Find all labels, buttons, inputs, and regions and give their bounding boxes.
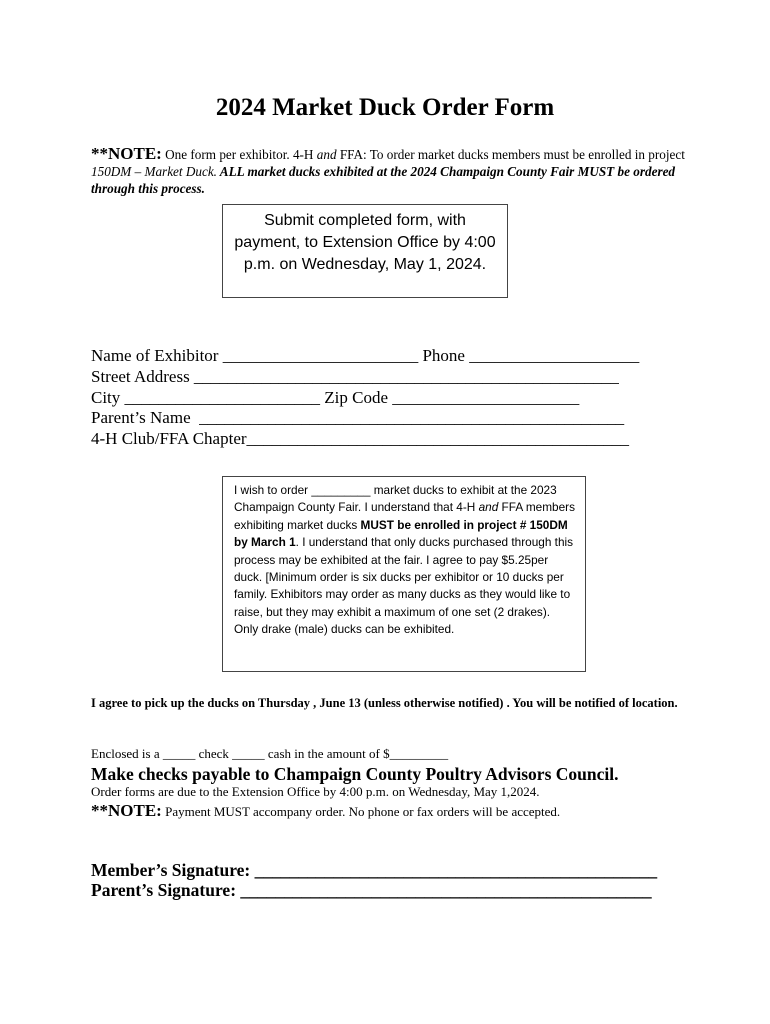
note-text: One form per exhibitor. 4-H xyxy=(161,147,317,162)
submit-instructions-box xyxy=(222,204,508,298)
note-enrollment xyxy=(91,145,691,197)
note2-label: **NOTE: xyxy=(91,801,162,820)
note-project: 150DM – Market Duck. xyxy=(91,164,217,179)
order-enrollment-requirement: MUST be enrolled in project # 150DM by March 1 xyxy=(234,517,568,550)
order-text-a: I wish to order _________ market ducks to exhibit at the 2023 Champaign County Fair. I understand that 4-H xyxy=(234,483,557,515)
signature-section xyxy=(91,860,731,900)
parent-name-field[interactable]: Parent’s Name __________________________________________________ xyxy=(91,408,625,428)
note2-text: Payment MUST accompany order. No phone or fax orders will be accepted. xyxy=(161,804,561,819)
order-text-b: FFA members exhibiting market ducks xyxy=(234,500,575,532)
club-chapter-field[interactable]: 4-H Club/FFA Chapter_____________________________________________ xyxy=(91,429,630,449)
page-title: 2024 Market Duck Order Form xyxy=(215,94,555,121)
order-terms-box xyxy=(222,476,586,672)
due-date-notice: Order forms are due to the Extension Office by 4:00 p.m. on Wednesday, May 1,2024. xyxy=(91,784,540,799)
city-zip-field[interactable]: City _______________________ Zip Code ______________________ xyxy=(91,387,580,407)
note-label: **NOTE: xyxy=(91,144,162,163)
note-text-b: FFA: To order market ducks members must be enrolled in project xyxy=(336,147,685,162)
checks-payable-notice: Make checks payable to Champaign County Poultry Advisors Council. xyxy=(91,764,619,784)
submit-instructions-text: Submit completed form, with payment, to Extension Office by 4:00 p.m. on Wednesday, May 1, 2024. xyxy=(234,212,496,273)
order-and: and xyxy=(478,500,499,515)
exhibitor-info-section xyxy=(91,346,691,450)
member-signature-field[interactable]: Member’s Signature: ______________________________________________ xyxy=(91,860,658,880)
exhibitor-name-phone-field[interactable]: Name of Exhibitor _______________________ Phone ____________________ xyxy=(91,346,640,365)
payment-enclosed-field[interactable]: Enclosed is a _____ check _____ cash in the amount of $_________ xyxy=(91,746,449,761)
note-payment xyxy=(91,800,731,823)
parent-signature-field[interactable]: Parent’s Signature: _______________________________________________ xyxy=(91,880,652,900)
note-emphasis: ALL market ducks exhibited at the 2024 Champaign County Fair MUST be ordered through this process. xyxy=(91,164,676,196)
note-and: and xyxy=(316,147,337,162)
order-text-c: . I understand that only ducks purchased through this process may be exhibited at the fair. I agree to pay $5.25per duck. [Minimum order is six ducks per exhibitor or 10 ducks per family. Exhibitors may order as many ducks as they would like to raise, but they may exhibit a maximum of one set (2 drakes). Only drake (male) ducks can be exhibited. xyxy=(234,535,574,637)
pickup-agreement: I agree to pick up the ducks on Thursday , June 13 (unless otherwise notified) . You will be notified of location. xyxy=(91,696,678,710)
street-address-field[interactable]: Street Address __________________________________________________ xyxy=(91,366,619,386)
